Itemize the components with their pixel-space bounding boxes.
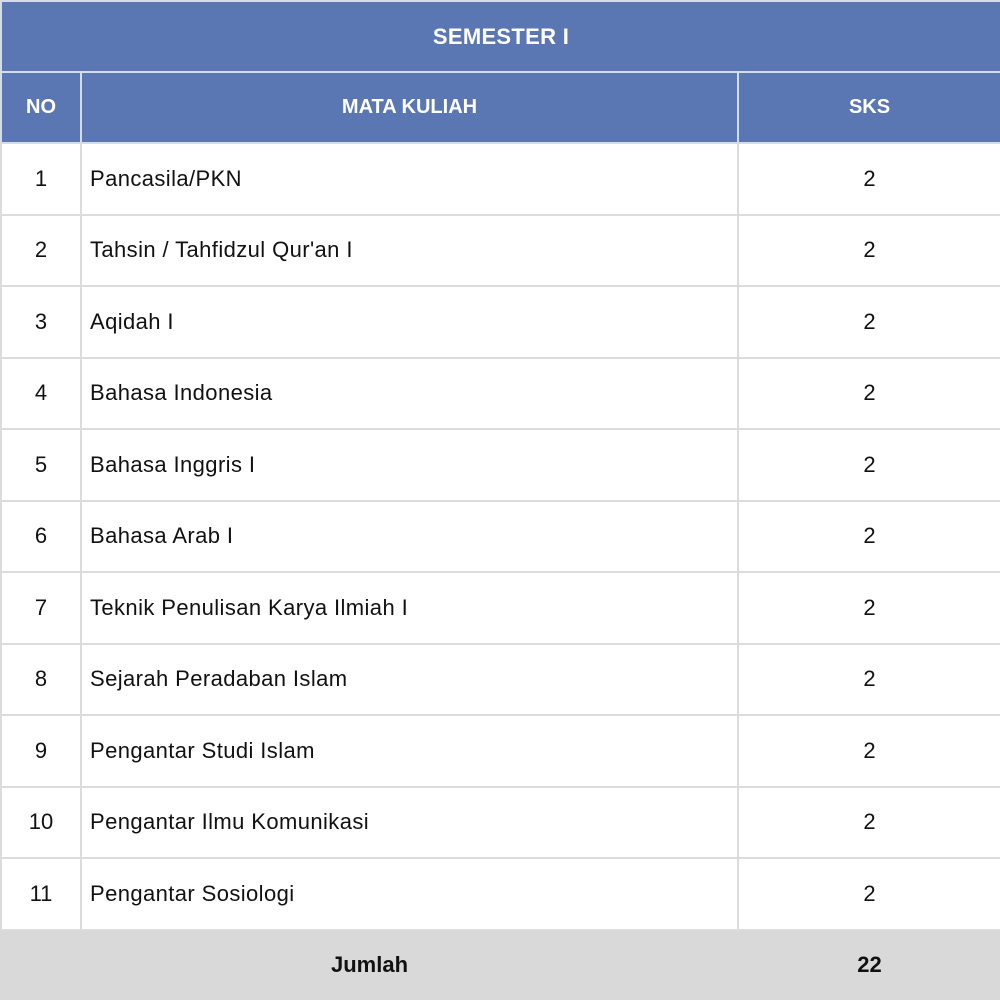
cell-credits: 2 (738, 429, 1000, 501)
cell-credits: 2 (738, 787, 1000, 859)
cell-no: 5 (1, 429, 81, 501)
cell-course: Tahsin / Tahfidzul Qur'an I (81, 215, 738, 287)
cell-course: Aqidah I (81, 286, 738, 358)
cell-no: 7 (1, 572, 81, 644)
cell-credits: 2 (738, 858, 1000, 930)
cell-no: 3 (1, 286, 81, 358)
cell-credits: 2 (738, 501, 1000, 573)
cell-credits: 2 (738, 572, 1000, 644)
cell-no: 1 (1, 143, 81, 215)
cell-no: 9 (1, 715, 81, 787)
table-row (1, 215, 1000, 287)
cell-no: 4 (1, 358, 81, 430)
table-row (1, 858, 1000, 930)
column-header-row (1, 72, 1000, 143)
cell-course: Pengantar Studi Islam (81, 715, 738, 787)
cell-no: 2 (1, 215, 81, 287)
total-label: Jumlah (1, 930, 738, 1000)
table-row (1, 143, 1000, 215)
header-credits: SKS (738, 72, 1000, 143)
cell-course: Teknik Penulisan Karya Ilmiah I (81, 572, 738, 644)
table-row (1, 286, 1000, 358)
cell-course: Bahasa Arab I (81, 501, 738, 573)
cell-credits: 2 (738, 215, 1000, 287)
cell-credits: 2 (738, 644, 1000, 716)
total-value: 22 (738, 930, 1000, 1000)
semester-title: SEMESTER I (1, 1, 1000, 72)
cell-credits: 2 (738, 715, 1000, 787)
cell-no: 11 (1, 858, 81, 930)
table-row (1, 429, 1000, 501)
cell-credits: 2 (738, 286, 1000, 358)
table-row (1, 644, 1000, 716)
cell-credits: 2 (738, 358, 1000, 430)
cell-no: 10 (1, 787, 81, 859)
table-row (1, 501, 1000, 573)
cell-no: 6 (1, 501, 81, 573)
cell-credits: 2 (738, 143, 1000, 215)
cell-course: Sejarah Peradaban Islam (81, 644, 738, 716)
total-row (1, 930, 1000, 1000)
cell-course: Pengantar Ilmu Komunikasi (81, 787, 738, 859)
semester-title-row (1, 1, 1000, 72)
cell-no: 8 (1, 644, 81, 716)
table-row (1, 572, 1000, 644)
cell-course: Bahasa Indonesia (81, 358, 738, 430)
cell-course: Pengantar Sosiologi (81, 858, 738, 930)
table-row (1, 358, 1000, 430)
cell-course: Pancasila/PKN (81, 143, 738, 215)
header-no: NO (1, 72, 81, 143)
table-row (1, 715, 1000, 787)
header-course: MATA KULIAH (81, 72, 738, 143)
cell-course: Bahasa Inggris I (81, 429, 738, 501)
table-row (1, 787, 1000, 859)
